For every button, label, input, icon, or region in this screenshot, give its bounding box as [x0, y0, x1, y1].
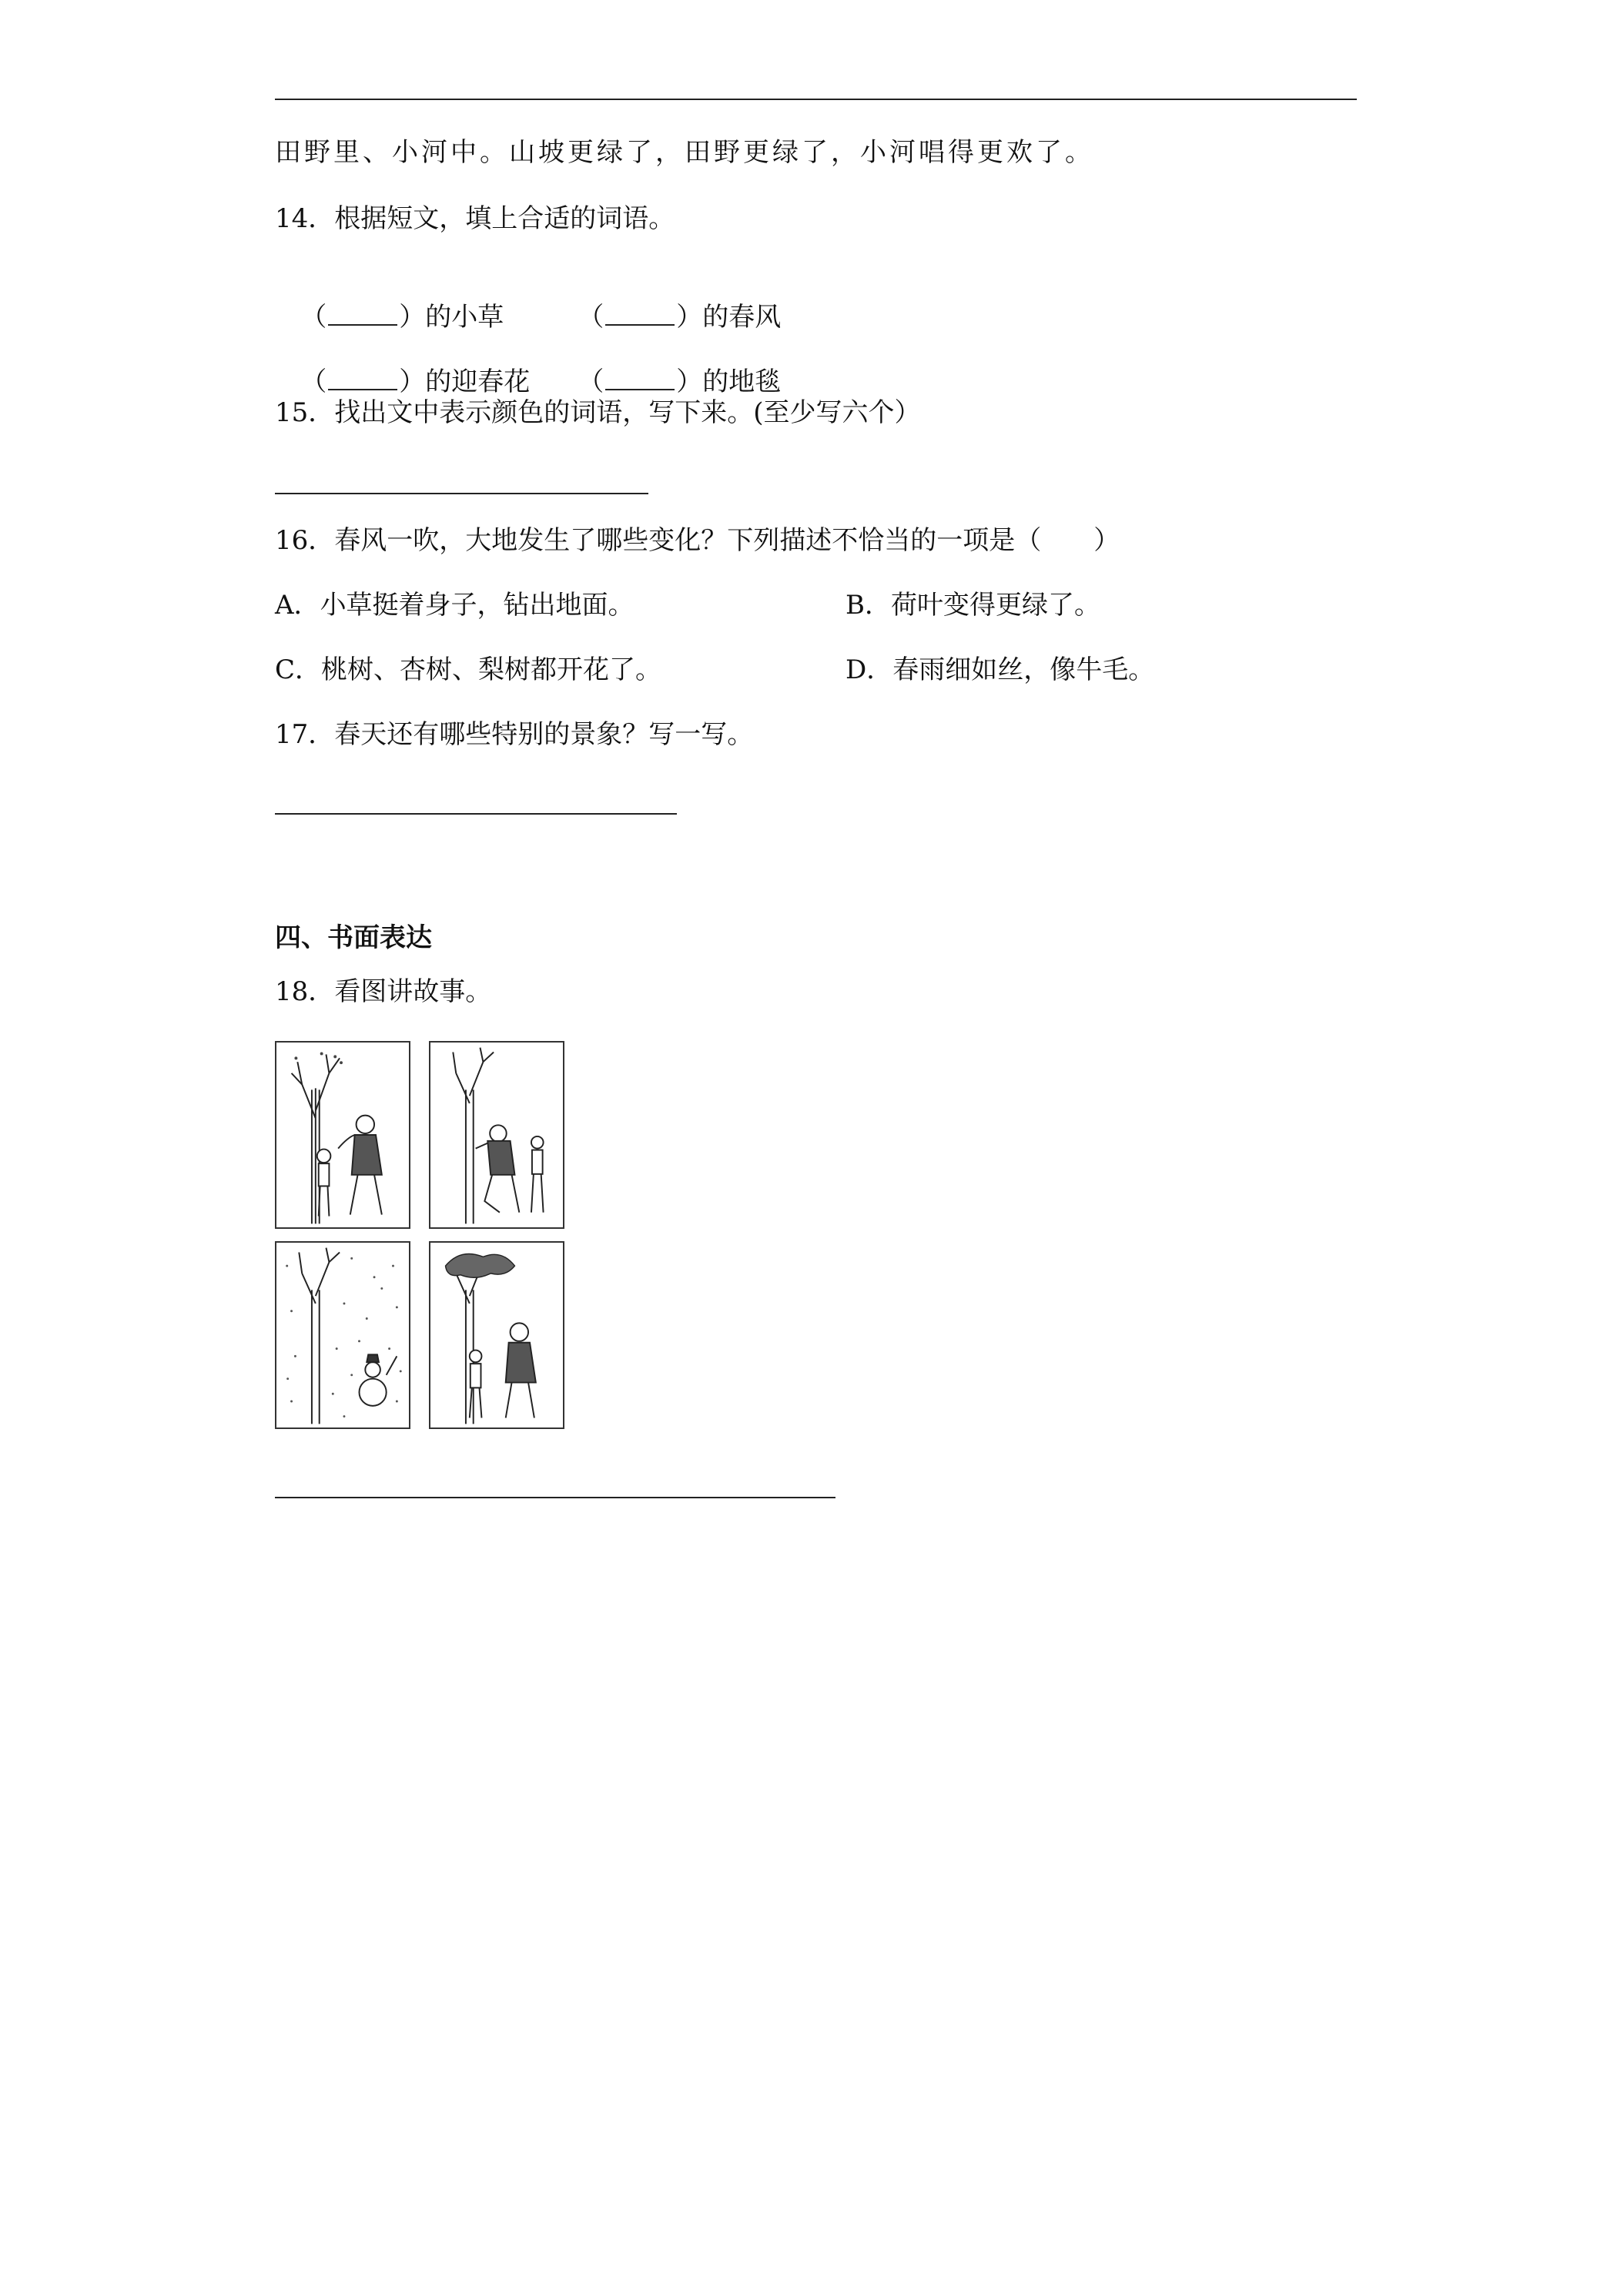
q17-prompt: 17．春天还有哪些特别的景象？写一写。: [275, 719, 754, 750]
story-panel-1: [275, 1041, 410, 1229]
q14-item-3: （ ）的迎春花: [300, 366, 531, 397]
story-panel-2-illustration: [430, 1043, 563, 1227]
story-panel-3-illustration: [276, 1243, 409, 1427]
q14-item-1: （ ）的小草: [300, 302, 504, 333]
story-panel-4: [429, 1241, 564, 1429]
q15-answer-line[interactable]: [275, 493, 648, 494]
story-panel-4-illustration: [430, 1243, 563, 1427]
q14-blank-4[interactable]: [605, 367, 675, 390]
q16-option-c[interactable]: C．桃树、杏树、梨树都开花了。: [275, 654, 662, 685]
q14-blank-3[interactable]: [328, 367, 397, 390]
q14-prompt: 14．根据短文，填上合适的词语。: [275, 203, 675, 234]
section-4-title: 四、书面表达: [275, 922, 432, 953]
q18-answer-line[interactable]: [275, 1497, 835, 1498]
q16-option-b[interactable]: B．荷叶变得更绿了。: [845, 590, 1100, 621]
q14-blank-2[interactable]: [605, 303, 675, 326]
story-panel-2: [429, 1041, 564, 1229]
passage-tail: 田野里、小河中。山坡更绿了，田野更绿了，小河唱得更欢了。: [275, 137, 1094, 168]
q16-option-a[interactable]: A．小草挺着身子，钻出地面。: [275, 590, 635, 621]
story-panel-1-illustration: [276, 1043, 409, 1227]
q14-item-2: （ ）的春风: [578, 302, 782, 333]
q14-blank-1[interactable]: [328, 303, 397, 326]
q15-prompt: 15．找出文中表示颜色的词语，写下来。(至少写六个）: [275, 397, 921, 428]
q16-prompt: 16．春风一吹，大地发生了哪些变化？下列描述不恰当的一项是（ ）: [275, 525, 1120, 556]
q14-item-4: （ ）的地毯: [578, 366, 782, 397]
story-panel-3: [275, 1241, 410, 1429]
header-rule: [275, 99, 1357, 100]
q17-answer-line[interactable]: [275, 813, 677, 815]
q18-prompt: 18．看图讲故事。: [275, 976, 492, 1007]
q16-option-d[interactable]: D．春雨细如丝，像牛毛。: [845, 654, 1155, 685]
